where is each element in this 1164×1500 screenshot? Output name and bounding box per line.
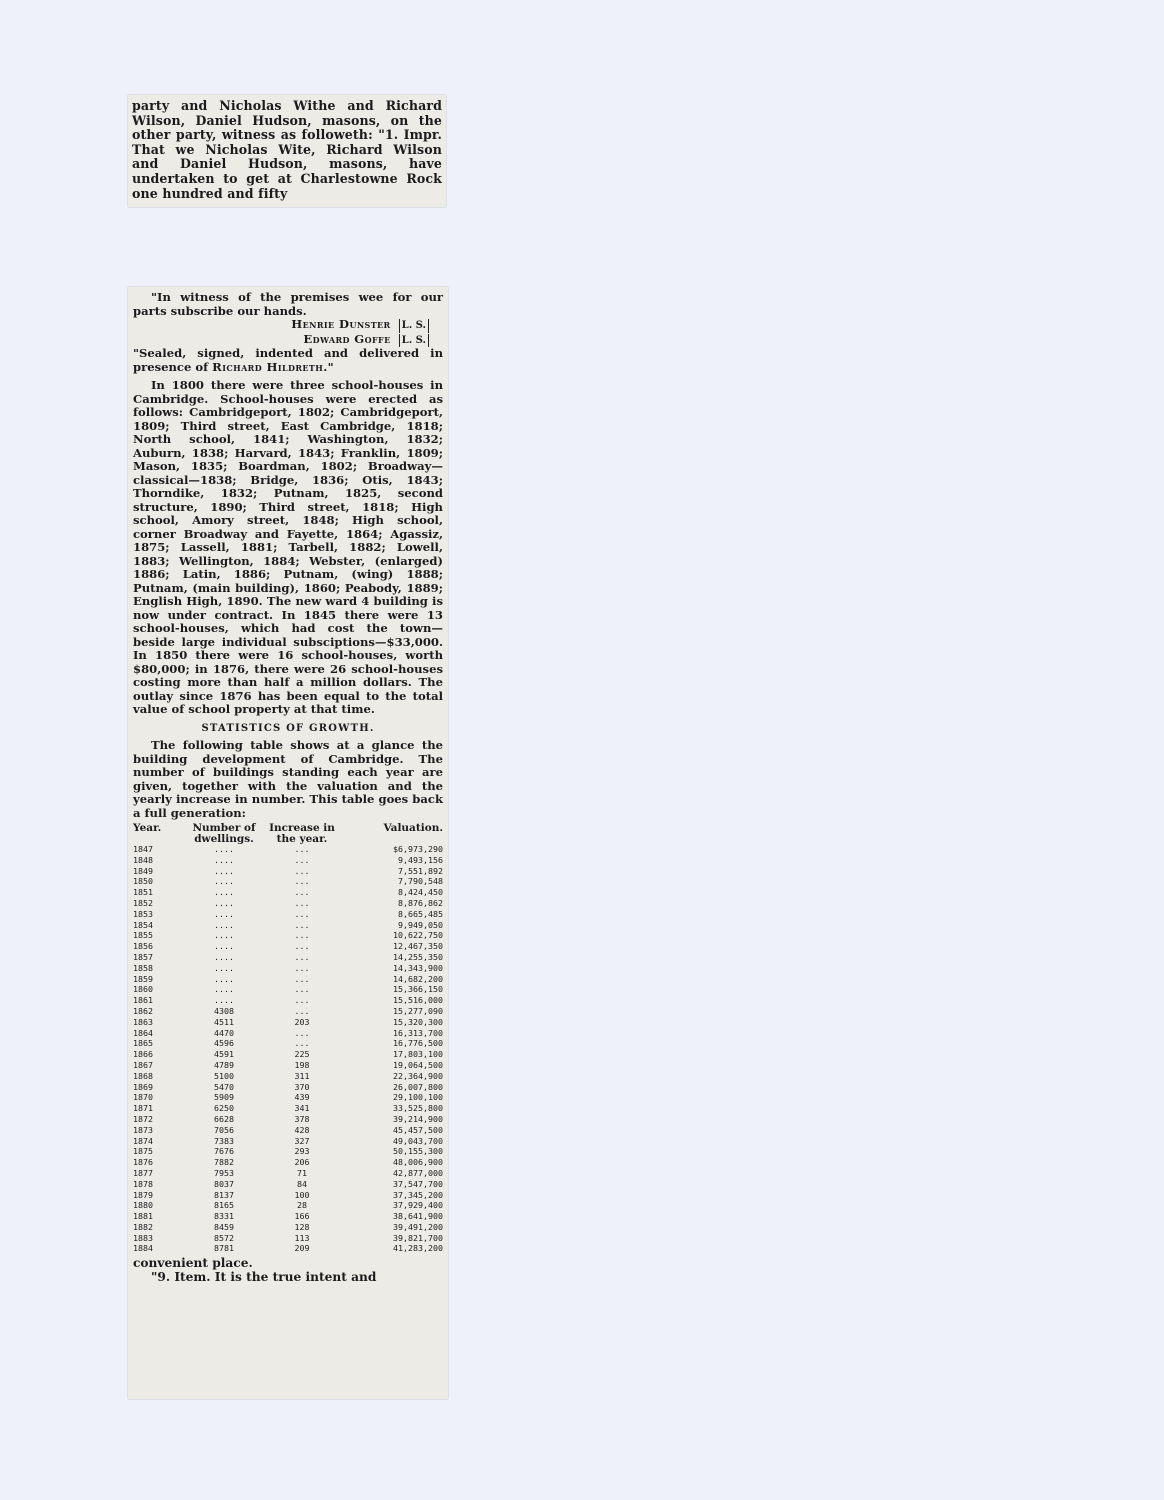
table-row — [133, 898, 443, 909]
cell-dwellings: .... — [214, 897, 234, 908]
cell-increase: 28 — [297, 1200, 307, 1211]
cell-year: 1867 — [133, 1059, 153, 1070]
cell-year: 1861 — [133, 995, 153, 1006]
cell-increase: ... — [294, 1027, 310, 1038]
cell-valuation: 15,516,000 — [393, 995, 443, 1006]
cell-increase: ... — [294, 941, 310, 952]
table-row — [133, 1092, 443, 1103]
cell-dwellings: 6250 — [214, 1103, 234, 1114]
cell-year: 1850 — [133, 876, 153, 887]
table-row — [133, 1049, 443, 1060]
cell-year: 1880 — [133, 1200, 153, 1211]
cell-valuation: 29,100,100 — [393, 1092, 443, 1103]
cell-dwellings: .... — [214, 930, 234, 941]
table-row — [133, 1243, 443, 1254]
sealed-line — [133, 347, 443, 374]
cell-increase: 84 — [297, 1178, 307, 1189]
cell-dwellings: .... — [214, 844, 234, 854]
cell-year: 1878 — [133, 1178, 153, 1189]
table-row — [133, 963, 443, 974]
cell-valuation: 49,043,700 — [393, 1135, 443, 1146]
table-row — [133, 974, 443, 985]
header-year: Year. — [133, 822, 162, 834]
header-increase: Increase in the year. — [269, 822, 335, 845]
cell-dwellings: 5909 — [214, 1092, 234, 1103]
cell-dwellings: .... — [214, 995, 234, 1006]
cell-valuation: 19,064,500 — [393, 1059, 443, 1070]
cell-year: 1853 — [133, 908, 153, 919]
cell-increase: ... — [294, 919, 310, 930]
table-row — [133, 1222, 443, 1233]
cell-increase: 311 — [294, 1070, 310, 1081]
cell-year: 1869 — [133, 1081, 153, 1092]
cell-increase: 100 — [294, 1189, 310, 1200]
signature-2-name: Edward Goffe — [303, 331, 391, 346]
cell-dwellings: 4591 — [214, 1049, 234, 1060]
cell-dwellings: 7953 — [214, 1167, 234, 1178]
cell-year: 1848 — [133, 854, 153, 865]
table-row — [133, 1200, 443, 1211]
sealed-name: Richard Hildreth." — [212, 359, 335, 374]
cell-year: 1865 — [133, 1038, 153, 1049]
cell-increase: ... — [294, 908, 310, 919]
cell-increase: ... — [294, 854, 310, 865]
cell-valuation: 45,457,500 — [393, 1124, 443, 1135]
table-row — [133, 941, 443, 952]
cell-year: 1847 — [133, 844, 153, 854]
cell-year: 1873 — [133, 1124, 153, 1135]
cell-year: 1883 — [133, 1232, 153, 1243]
cell-increase: 198 — [294, 1059, 310, 1070]
cell-valuation: 14,255,350 — [393, 951, 443, 962]
cell-increase: 206 — [294, 1157, 310, 1168]
cell-year: 1852 — [133, 897, 153, 908]
main-clipping — [128, 287, 448, 1399]
cell-increase: ... — [294, 930, 310, 941]
cell-valuation: 14,682,200 — [393, 973, 443, 984]
cell-year: 1862 — [133, 1005, 153, 1016]
table-row — [133, 1017, 443, 1028]
table-row — [133, 1233, 443, 1244]
table-row — [133, 1103, 443, 1114]
cell-dwellings: 8781 — [214, 1243, 234, 1254]
cell-year: 1881 — [133, 1211, 153, 1222]
cell-increase: ... — [294, 984, 310, 995]
cell-valuation: 7,790,548 — [398, 876, 443, 887]
table-row — [133, 855, 443, 866]
signature-1-name: Henrie Dunster — [291, 317, 391, 331]
cell-dwellings: 8165 — [214, 1200, 234, 1211]
cell-valuation: 14,343,900 — [393, 962, 443, 973]
cell-valuation: 42,877,000 — [393, 1167, 443, 1178]
cell-valuation: 39,491,200 — [393, 1221, 443, 1232]
table-row — [133, 1211, 443, 1222]
table-row — [133, 1071, 443, 1082]
table-row — [133, 844, 443, 855]
cell-valuation: 16,313,700 — [393, 1027, 443, 1038]
cell-increase: 128 — [294, 1221, 310, 1232]
cell-year: 1864 — [133, 1027, 153, 1038]
cell-dwellings: 8037 — [214, 1178, 234, 1189]
cell-valuation: 15,320,300 — [393, 1016, 443, 1027]
cell-year: 1882 — [133, 1221, 153, 1232]
cell-dwellings: .... — [214, 876, 234, 887]
top-clipping-text: party and Nicholas Withe and Richard Wilson, Daniel Hudson, masons, on the other party, witness as followeth: "1. Impr. That we Nicholas Wite, Richard Wilson and Daniel Hudson, masons, have undertaken to get at Charlestowne Rock one hundred and fifty — [132, 98, 442, 201]
cell-valuation: 37,929,400 — [393, 1200, 443, 1211]
table-row — [133, 1179, 443, 1190]
cell-valuation: 9,493,156 — [398, 854, 443, 865]
bottom-text — [133, 1256, 443, 1284]
seal-2: L. S. — [399, 334, 429, 348]
cell-year: 1858 — [133, 962, 153, 973]
cell-year: 1856 — [133, 941, 153, 952]
cell-valuation: 17,803,100 — [393, 1049, 443, 1060]
cell-valuation: 15,277,090 — [393, 1005, 443, 1016]
table-row — [133, 1146, 443, 1157]
cell-valuation: 48,006,900 — [393, 1157, 443, 1168]
cell-dwellings: .... — [214, 941, 234, 952]
cell-dwellings: 5470 — [214, 1081, 234, 1092]
table-row — [133, 920, 443, 931]
table-row — [133, 1082, 443, 1093]
cell-year: 1874 — [133, 1135, 153, 1146]
bottom-line-1: convenient place. — [133, 1256, 253, 1271]
cell-increase: ... — [294, 1038, 310, 1049]
cell-valuation: 39,821,700 — [393, 1232, 443, 1243]
cell-dwellings: .... — [214, 908, 234, 919]
cell-increase: 341 — [294, 1103, 310, 1114]
cell-year: 1872 — [133, 1113, 153, 1124]
cell-year: 1875 — [133, 1146, 153, 1157]
cell-increase: ... — [294, 973, 310, 984]
cell-increase: 166 — [294, 1211, 310, 1222]
cell-dwellings: .... — [214, 919, 234, 930]
cell-increase: ... — [294, 1005, 310, 1016]
witness-line: "In witness of the premises wee for our parts subscribe our hands. — [133, 290, 443, 318]
cell-dwellings: 7056 — [214, 1124, 234, 1135]
table-row — [133, 1157, 443, 1168]
table-row — [133, 1038, 443, 1049]
cell-dwellings: 8572 — [214, 1232, 234, 1243]
cell-year: 1849 — [133, 865, 153, 876]
cell-increase: ... — [294, 887, 310, 898]
table-row — [133, 995, 443, 1006]
cell-increase: 327 — [294, 1135, 310, 1146]
cell-year: 1876 — [133, 1157, 153, 1168]
cell-increase: ... — [294, 995, 310, 1006]
cell-increase: 113 — [294, 1232, 310, 1243]
section-heading: STATISTICS OF GROWTH. — [201, 722, 375, 734]
cell-year: 1859 — [133, 973, 153, 984]
table-row — [133, 1028, 443, 1039]
cell-year: 1866 — [133, 1049, 153, 1060]
paragraph-schools: In 1800 there were three school-houses in Cambridge. School-houses were erected as follows: Cambridgeport, 1802; Cambridgeport, 1809; Third street, East Cambridge, 1818; North school, 1841; Washington, 1832; Auburn, 1838; Harvard, 1843; Franklin, 1809; Mason, 1835; Boardman, 1802; Broadway—classical—1838; Bridge, 1836; Otis, 1843; Thorndike, 1832; Putnam, 1825, second structure, 1890; Third street, 1818; High school, Amory street, 1848; High school, corner Broadway and Fayette, 1864; Agassiz, 1875; Lassell, 1881; Tarbell, 1882; Lowell, 1883; Wellington, 1884; Webster, (enlarged) 1886; Latin, 1886; Putnam, (wing) 1888; Putnam, (main building), 1860; Peabody, 1889; English High, 1890. The new ward 4 building is now under contract. In 1845 there were 13 school-houses, which had cost the town—beside large individual subsciptions—$33,000. In 1850 there were 16 school-houses, worth $80,000; in 1876, there were 26 school-houses costing more than half a million dollars. The outlay since 1876 has been equal to the total value of school property at that time. — [133, 378, 443, 716]
cell-dwellings: .... — [214, 973, 234, 984]
cell-valuation: 38,641,900 — [393, 1211, 443, 1222]
cell-increase: 378 — [294, 1113, 310, 1124]
cell-increase: ... — [294, 876, 310, 887]
cell-valuation: 8,424,450 — [398, 887, 443, 898]
cell-dwellings: .... — [214, 887, 234, 898]
cell-dwellings: 5100 — [214, 1070, 234, 1081]
cell-valuation: 26,007,800 — [393, 1081, 443, 1092]
cell-increase: ... — [294, 951, 310, 962]
cell-valuation: 37,547,700 — [393, 1178, 443, 1189]
cell-dwellings: .... — [214, 951, 234, 962]
cell-year: 1854 — [133, 919, 153, 930]
cell-valuation: 12,467,350 — [393, 941, 443, 952]
cell-year: 1884 — [133, 1243, 153, 1254]
cell-dwellings: 4470 — [214, 1027, 234, 1038]
header-dwellings: Number of dwellings. — [192, 822, 256, 845]
cell-valuation: 39,214,900 — [393, 1113, 443, 1124]
cell-dwellings: 7383 — [214, 1135, 234, 1146]
cell-increase: ... — [294, 962, 310, 973]
cell-valuation: $6,973,290 — [393, 844, 443, 854]
cell-year: 1877 — [133, 1167, 153, 1178]
cell-dwellings: 7676 — [214, 1146, 234, 1157]
table-row — [133, 930, 443, 941]
table-body — [133, 844, 443, 1254]
cell-increase: ... — [294, 865, 310, 876]
cell-valuation: 8,876,862 — [398, 897, 443, 908]
cell-increase: ... — [294, 897, 310, 908]
cell-increase: 428 — [294, 1124, 310, 1135]
signature-2 — [133, 333, 429, 348]
cell-dwellings: .... — [214, 962, 234, 973]
cell-valuation: 10,622,750 — [393, 930, 443, 941]
cell-year: 1855 — [133, 930, 153, 941]
table-row — [133, 1006, 443, 1017]
table-row — [133, 909, 443, 920]
cell-dwellings: .... — [214, 865, 234, 876]
cell-dwellings: 8459 — [214, 1221, 234, 1232]
cell-increase: 203 — [294, 1016, 310, 1027]
table-row — [133, 876, 443, 887]
cell-dwellings: 6628 — [214, 1113, 234, 1124]
table-row — [133, 1136, 443, 1147]
table-row — [133, 1125, 443, 1136]
statistics-table — [133, 823, 443, 1254]
top-clipping — [128, 95, 446, 207]
cell-dwellings: .... — [214, 854, 234, 865]
signature-block — [133, 318, 443, 347]
cell-valuation: 8,665,485 — [398, 908, 443, 919]
cell-year: 1879 — [133, 1189, 153, 1200]
cell-increase: 370 — [294, 1081, 310, 1092]
cell-year: 1851 — [133, 887, 153, 898]
cell-valuation: 7,551,892 — [398, 865, 443, 876]
cell-valuation: 33,525,800 — [393, 1103, 443, 1114]
cell-valuation: 22,364,900 — [393, 1070, 443, 1081]
cell-dwellings: .... — [214, 984, 234, 995]
cell-dwellings: 8331 — [214, 1211, 234, 1222]
cell-increase: 293 — [294, 1146, 310, 1157]
cell-year: 1863 — [133, 1016, 153, 1027]
cell-valuation: 50,155,300 — [393, 1146, 443, 1157]
seal-1: L. S. — [399, 319, 429, 333]
cell-dwellings: 4596 — [214, 1038, 234, 1049]
table-row — [133, 1114, 443, 1125]
cell-increase: 71 — [297, 1167, 307, 1178]
cell-year: 1871 — [133, 1103, 153, 1114]
cell-increase: ... — [294, 844, 310, 854]
table-row — [133, 1168, 443, 1179]
sealed-text: "Sealed, signed, indented and delivered in presence of — [133, 346, 443, 374]
cell-year: 1860 — [133, 984, 153, 995]
cell-valuation: 16,776,500 — [393, 1038, 443, 1049]
table-row — [133, 887, 443, 898]
paragraph-table-intro: The following table shows at a glance the building development of Cambridge. The number of buildings standing each year are given, together with the valuation and the yearly increase in number. This table goes back a full generation: — [133, 738, 443, 820]
cell-valuation: 9,949,050 — [398, 919, 443, 930]
cell-dwellings: 4308 — [214, 1005, 234, 1016]
cell-dwellings: 7882 — [214, 1157, 234, 1168]
cell-year: 1868 — [133, 1070, 153, 1081]
cell-valuation: 37,345,200 — [393, 1189, 443, 1200]
table-row — [133, 866, 443, 877]
cell-valuation: 15,366,150 — [393, 984, 443, 995]
cell-increase: 225 — [294, 1049, 310, 1060]
bottom-line-2: "9. Item. It is the true intent and — [151, 1270, 377, 1285]
cell-dwellings: 4511 — [214, 1016, 234, 1027]
cell-dwellings: 8137 — [214, 1189, 234, 1200]
table-row — [133, 984, 443, 995]
cell-year: 1870 — [133, 1092, 153, 1103]
table-row — [133, 952, 443, 963]
cell-increase: 439 — [294, 1092, 310, 1103]
cell-year: 1857 — [133, 951, 153, 962]
cell-dwellings: 4789 — [214, 1059, 234, 1070]
cell-valuation: 41,283,200 — [393, 1243, 443, 1254]
table-header-row — [133, 823, 443, 844]
table-row — [133, 1060, 443, 1071]
header-valuation: Valuation. — [383, 822, 443, 834]
cell-increase: 209 — [294, 1243, 310, 1254]
table-row — [133, 1190, 443, 1201]
signature-1 — [133, 318, 429, 333]
